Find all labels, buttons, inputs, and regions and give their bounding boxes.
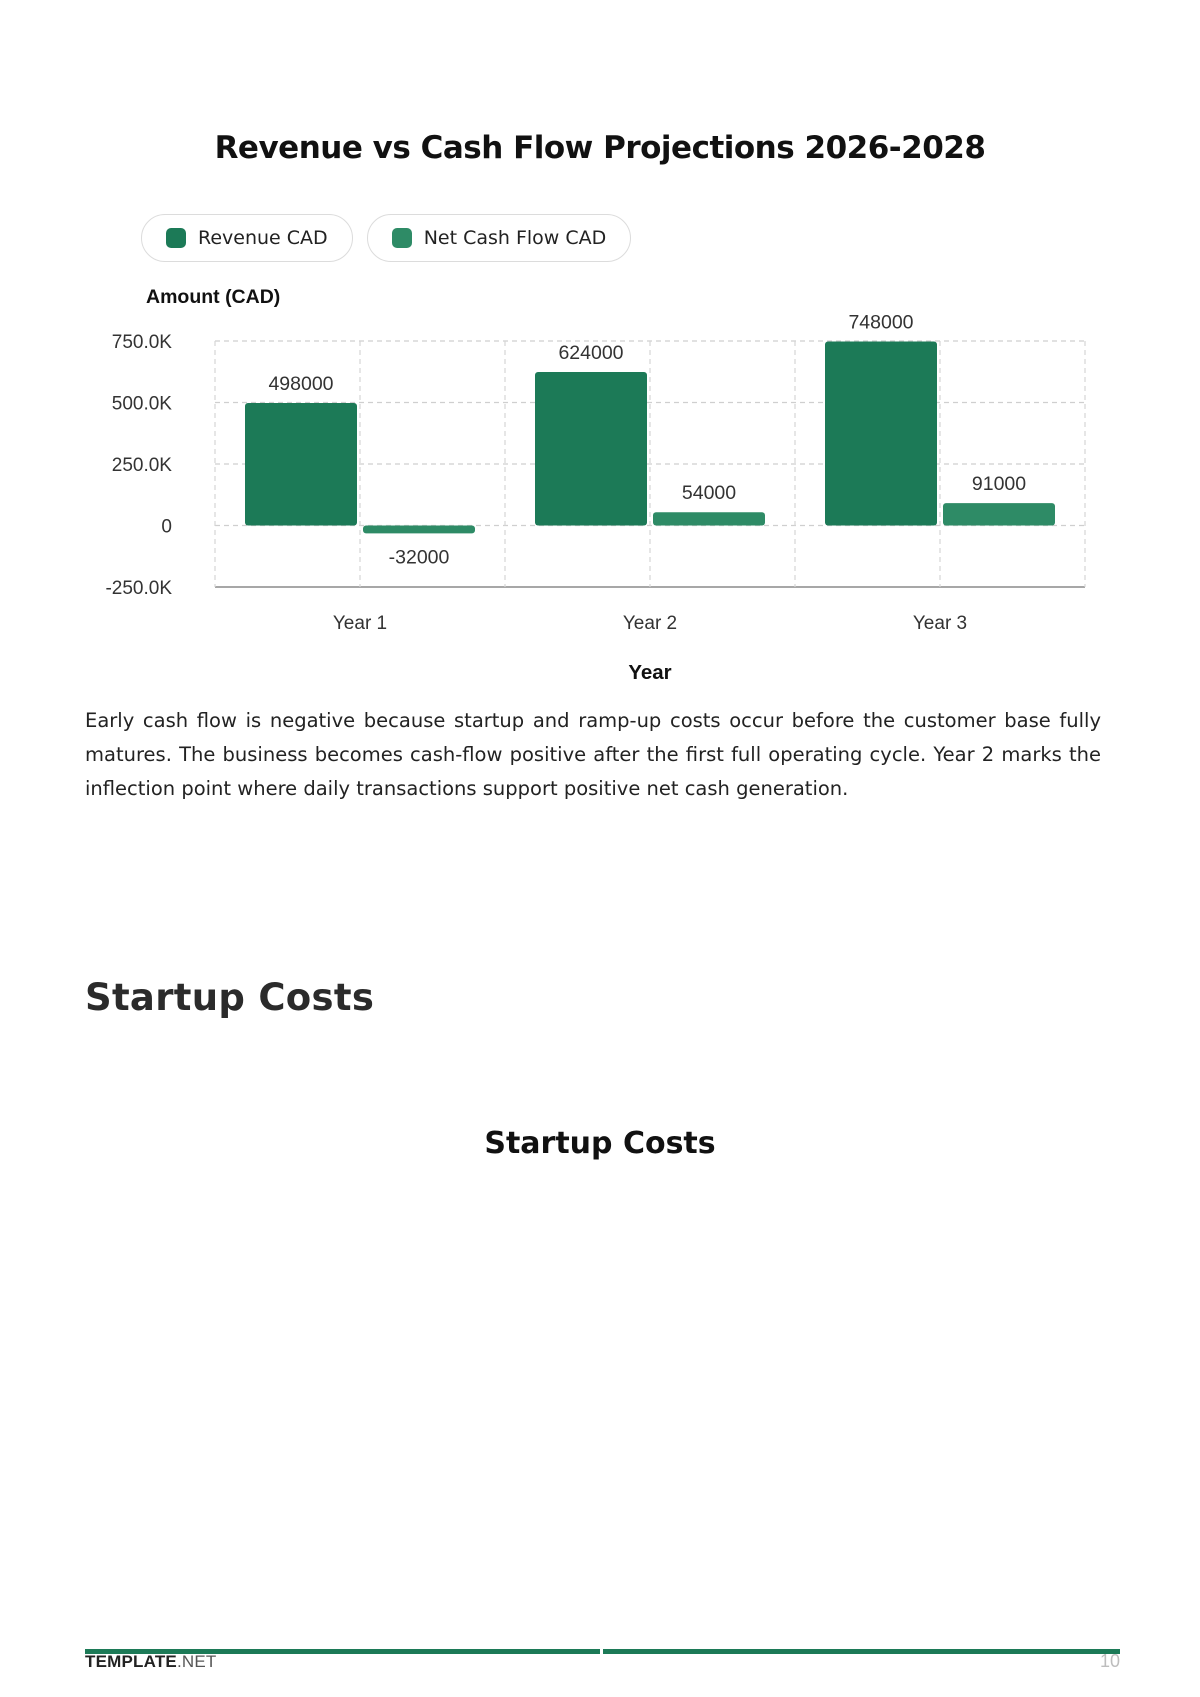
- x-tick-label: Year 3: [912, 613, 968, 634]
- legend-label-net-cash-flow: Net Cash Flow CAD: [423, 227, 607, 249]
- brand-suffix: .NET: [176, 1652, 217, 1671]
- y-tick-label: 250.0K: [111, 455, 172, 476]
- footer-rule-right: [603, 1649, 1120, 1654]
- footer-brand-logo: [85, 1652, 216, 1672]
- data-label: 498000: [268, 372, 334, 395]
- bar-chart: [0, 0, 1200, 700]
- bar-net-cash-flow-1: [363, 526, 475, 534]
- brand-name: TEMPLATE: [85, 1652, 177, 1671]
- data-label: 624000: [558, 341, 624, 364]
- y-tick-label: 500.0K: [111, 393, 172, 415]
- legend-label-revenue: Revenue CAD: [198, 227, 328, 249]
- x-tick-label: Year 1: [332, 613, 388, 634]
- bar-revenue-3: [825, 341, 937, 525]
- y-axis-title: Amount (CAD): [146, 286, 281, 308]
- chart-title: Revenue vs Cash Flow Projections 2026-2028: [214, 130, 986, 166]
- chart-description: Early cash flow is negative because startup and ramp-up costs occur before the customer base fully matures. The business becomes cash-flow positive after the first full operating cycle. Year 2 marks the inflection point where daily transactions support positive net cash generation.: [85, 709, 1101, 800]
- section-heading: Startup Costs: [85, 976, 375, 1019]
- y-tick-label: 750.0K: [111, 332, 172, 353]
- bar-net-cash-flow-2: [653, 512, 765, 525]
- x-tick-label: Year 2: [622, 613, 678, 634]
- data-label: -32000: [388, 546, 450, 569]
- x-axis-title: Year: [628, 661, 672, 684]
- page-number: 10: [1099, 1651, 1120, 1671]
- data-label: 54000: [681, 482, 737, 505]
- y-tick-label: 0: [161, 516, 172, 538]
- bar-revenue-1: [245, 403, 357, 526]
- bar-revenue-2: [535, 372, 647, 526]
- y-tick-label: -250.0K: [105, 578, 172, 599]
- startup-costs-chart-title: Startup Costs: [484, 1126, 716, 1161]
- data-label: 91000: [971, 473, 1027, 496]
- data-label: 748000: [848, 311, 914, 334]
- bar-net-cash-flow-3: [943, 503, 1055, 525]
